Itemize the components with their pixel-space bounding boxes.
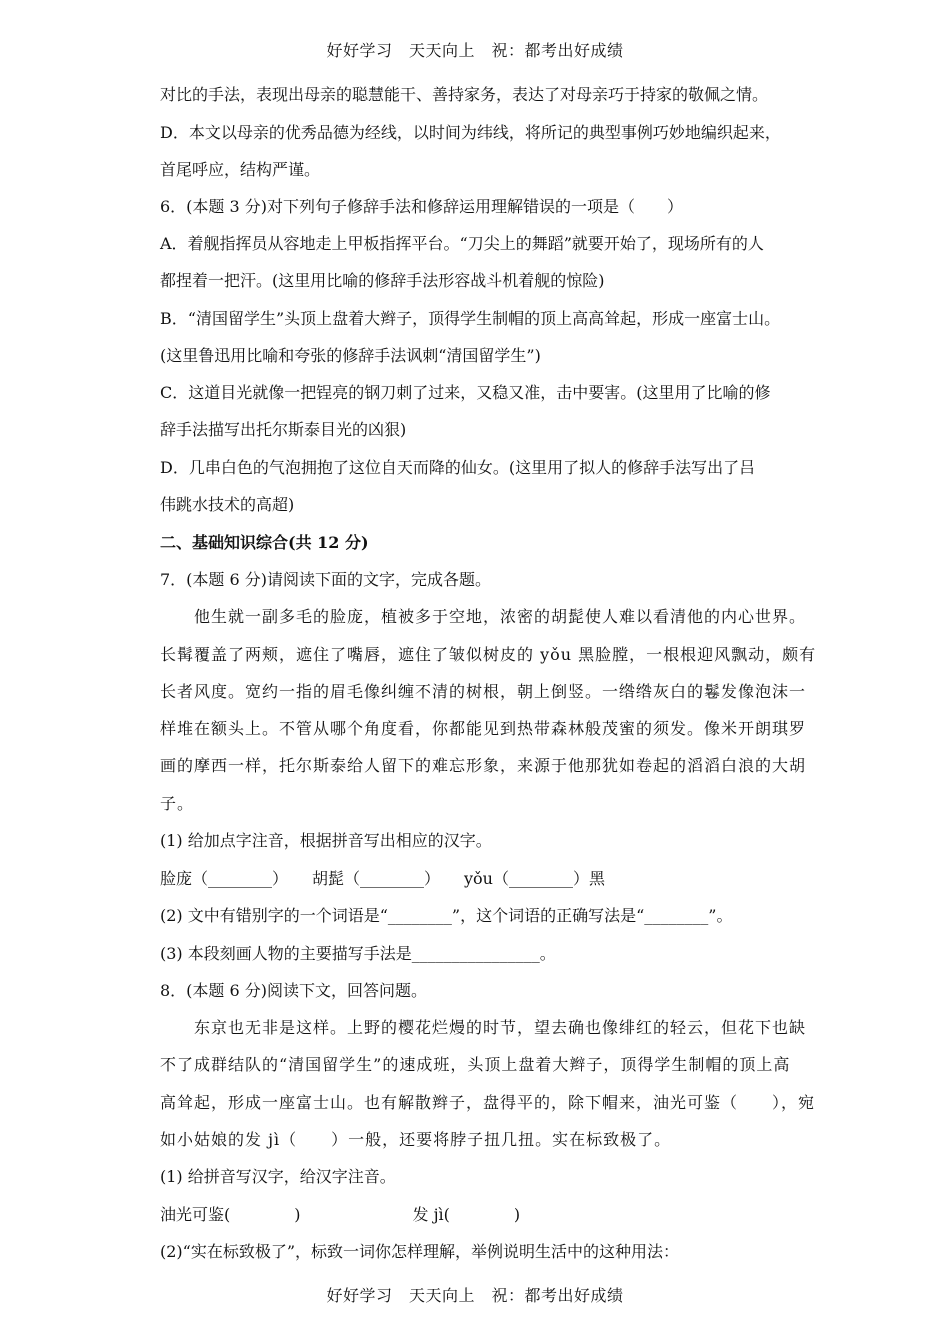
passage-line: 画的摩西一样，托尔斯泰给人留下的难忘形象，来源于他那犹如卷起的滔滔白浪的大胡 — [160, 756, 807, 775]
option-c: C．这道目光就像一把锃亮的钢刀刺了过来，又稳又准，击中要害。(这里用了比喻的修 — [160, 383, 771, 402]
passage-line: 他生就一副多毛的脸庞，植被多于空地，浓密的胡髭使人难以看清他的内心世界。 — [160, 607, 807, 626]
section-heading: 二、基础知识综合(共 12 分) — [160, 533, 369, 552]
answer-blanks: 脸庞（________） 胡髭（________） yǒu（________）黑 — [160, 869, 605, 888]
page-header: 好好学习 天天向上 祝：都考出好成绩 — [326, 41, 624, 60]
sub-question: (2) 文中有错别字的一个词语是“________”，这个词语的正确写法是“________”。 — [160, 906, 733, 925]
question-6: 6．(本题 3 分)对下列句子修辞手法和修辞运用理解错误的一项是（ ） — [160, 197, 684, 216]
passage-line: 高耸起，形成一座富士山。也有解散辫子，盘得平的，除下帽来，油光可鉴（ ），宛 — [160, 1093, 816, 1112]
text-line: D．本文以母亲的优秀品德为经线，以时间为纬线，将所记的典型事例巧妙地编织起来， — [160, 123, 781, 142]
text-line: (这里鲁迅用比喻和夸张的修辞手法讽刺“清国留学生”) — [160, 346, 541, 365]
page-footer: 好好学习 天天向上 祝：都考出好成绩 — [326, 1286, 624, 1305]
option-b: B．“清国留学生”头顶上盘着大辫子，顶得学生制帽的顶上高高耸起，形成一座富士山。 — [160, 309, 781, 328]
passage-line: 长者风度。宽约一指的眉毛像纠缠不清的树根，朝上倒竖。一绺绺灰白的鬈发像泡沫一 — [160, 682, 807, 701]
passage-line: 不了成群结队的“清国留学生”的速成班，头顶上盘着大辫子，顶得学生制帽的顶上高 — [160, 1055, 791, 1074]
answer-blanks: 油光可鉴( ) 发 jì( ) — [160, 1205, 521, 1224]
sub-question: (3) 本段刻画人物的主要描写手法是________________。 — [160, 944, 556, 963]
text-line: 对比的手法，表现出母亲的聪慧能干、善持家务，表达了对母亲巧于持家的敬佩之情。 — [160, 85, 769, 104]
question-8: 8．(本题 6 分)阅读下文，回答问题。 — [160, 981, 428, 1000]
question-7: 7．(本题 6 分)请阅读下面的文字，完成各题。 — [160, 570, 492, 589]
sub-question: (2)“实在标致极了”，标致一词你怎样理解，举例说明生活中的这种用法： — [160, 1242, 680, 1261]
sub-question: (1) 给拼音写汉字，给汉字注音。 — [160, 1167, 396, 1186]
text-line: 首尾呼应，结构严谨。 — [160, 160, 321, 179]
text-line: 辞手法描写出托尔斯泰目光的凶狠) — [160, 420, 407, 439]
option-d: D．几串白色的气泡拥抱了这位自天而降的仙女。(这里用了拟人的修辞手法写出了吕 — [160, 458, 756, 477]
passage-line: 东京也无非是这样。上野的樱花烂熳的时节，望去确也像绯红的轻云，但花下也缺 — [160, 1018, 807, 1037]
passage-line: 长髯覆盖了两颊，遮住了嘴唇，遮住了皱似树皮的 yǒu 黑脸膛，一根根迎风飘动，颇有 — [160, 645, 817, 664]
passage-line: 如小姑娘的发 jì（ ）一般，还要将脖子扭几扭。实在标致极了。 — [160, 1130, 672, 1149]
text-line: 都捏着一把汗。(这里用比喻的修辞手法形容战斗机着舰的惊险) — [160, 271, 605, 290]
text-line: 伟跳水技术的高超) — [160, 495, 295, 514]
passage-line: 样堆在额头上。不管从哪个角度看，你都能见到热带森林般茂蜜的须发。像米开朗琪罗 — [160, 719, 807, 738]
passage-line: 子。 — [160, 794, 195, 813]
sub-question: (1) 给加点字注音，根据拼音写出相应的汉字。 — [160, 831, 492, 850]
option-a: A．着舰指挥员从容地走上甲板指挥平台。“刀尖上的舞蹈”就要开始了，现场所有的人 — [160, 234, 764, 253]
